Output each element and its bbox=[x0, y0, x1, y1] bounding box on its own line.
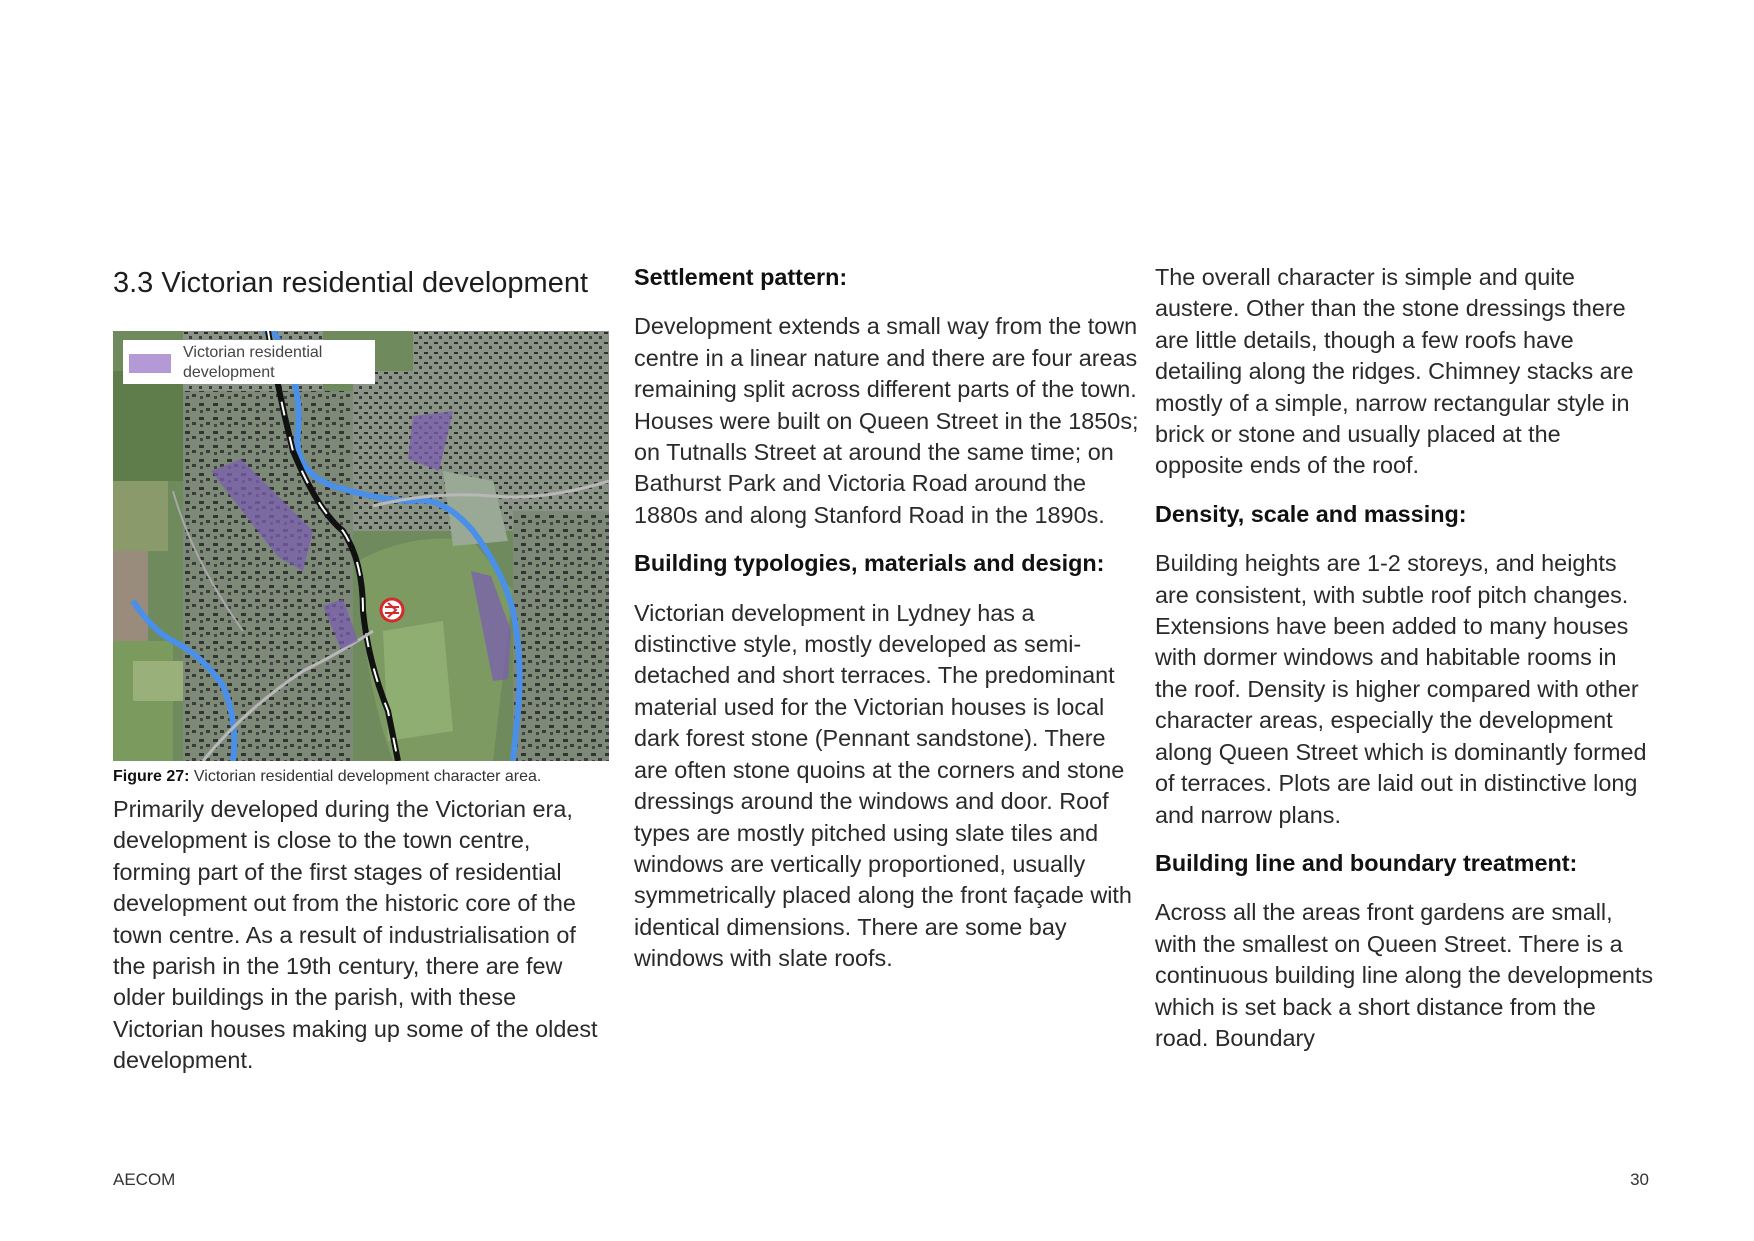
paragraph-overall-character: The overall character is simple and quite austere. Other than the stone dressings there are little details, though a few roofs have detailing along the ridges. Chimney stacks are mostly of a simple, narrow rectangular style in brick or stone and usually placed at the opposite ends of the roof. bbox=[1155, 264, 1634, 479]
figure-caption-text: Victorian residential development character area. bbox=[189, 768, 542, 785]
intro-paragraph: Primarily developed during the Victorian era, development is close to the town centre, forming part of the first stages of residential development out from the historic core of the town centre. As a result of industrialisation of the parish in the 19th century, there are few older buildings in the parish, with these Victorian houses making up some of the oldest development. bbox=[113, 796, 598, 1074]
figure-caption-label: Figure 27: bbox=[113, 768, 190, 785]
map-legend bbox=[123, 340, 375, 384]
figure-caption bbox=[113, 767, 613, 787]
section-title: 3.3 Victorian residential development bbox=[113, 267, 589, 299]
legend-label: Victorian residential development bbox=[183, 344, 323, 381]
heading-settlement-pattern: Settlement pattern: bbox=[634, 264, 848, 290]
heading-building-line: Building line and boundary treatment: bbox=[1155, 849, 1578, 876]
middle-column bbox=[634, 262, 1139, 975]
footer-company: AECOM bbox=[113, 1170, 176, 1189]
paragraph-building-typologies: Victorian development in Lydney has a distinctive style, mostly developed as semi-detached and short terraces. The predominant material used for the Victorian houses is local dark forest stone (Pennant sandstone). There are often stone quoins at the corners and stone dressings around the windows and door. Roof types are mostly pitched using slate tiles and windows are vertically proportioned, usually symmetrically placed along the front façade with identical dimensions. There are some bay windows with slate roofs. bbox=[634, 599, 1132, 972]
paragraph-density: Building heights are 1-2 storeys, and heights are consistent, with subtle roof pitch changes. Extensions have been added to many houses with dormer windows and habitable rooms in the roof. Density is higher compared with other character areas, especially the development along Queen Street which is dominantly formed of terraces. Plots are laid out in distinctive long and narrow plans. bbox=[1155, 550, 1647, 828]
left-column bbox=[113, 262, 613, 1077]
character-area-map bbox=[113, 331, 609, 761]
railway-station-icon bbox=[381, 599, 403, 621]
right-column bbox=[1155, 262, 1655, 1054]
page-number: 30 bbox=[1630, 1170, 1649, 1189]
paragraph-building-line: Across all the areas front gardens are small, with the smallest on Queen Street. There is a continuous building line along the developments which is set back a short distance from the road. Boundary bbox=[1155, 899, 1654, 1051]
heading-density: Density, scale and massing: bbox=[1155, 500, 1467, 527]
heading-building-typologies: Building typologies, materials and design: bbox=[634, 550, 1105, 577]
paragraph-settlement-pattern: Development extends a small way from the town centre in a linear nature and there are four areas remaining split across different parts of the town. Houses were built on Queen Street in the 1850s; on Tutnalls Street at around the same time; on Bathurst Park and Victoria Road around the 1880s and along Stanford Road in the 1890s. bbox=[634, 313, 1139, 528]
legend-swatch bbox=[129, 354, 171, 373]
aerial-map-image bbox=[113, 331, 609, 761]
